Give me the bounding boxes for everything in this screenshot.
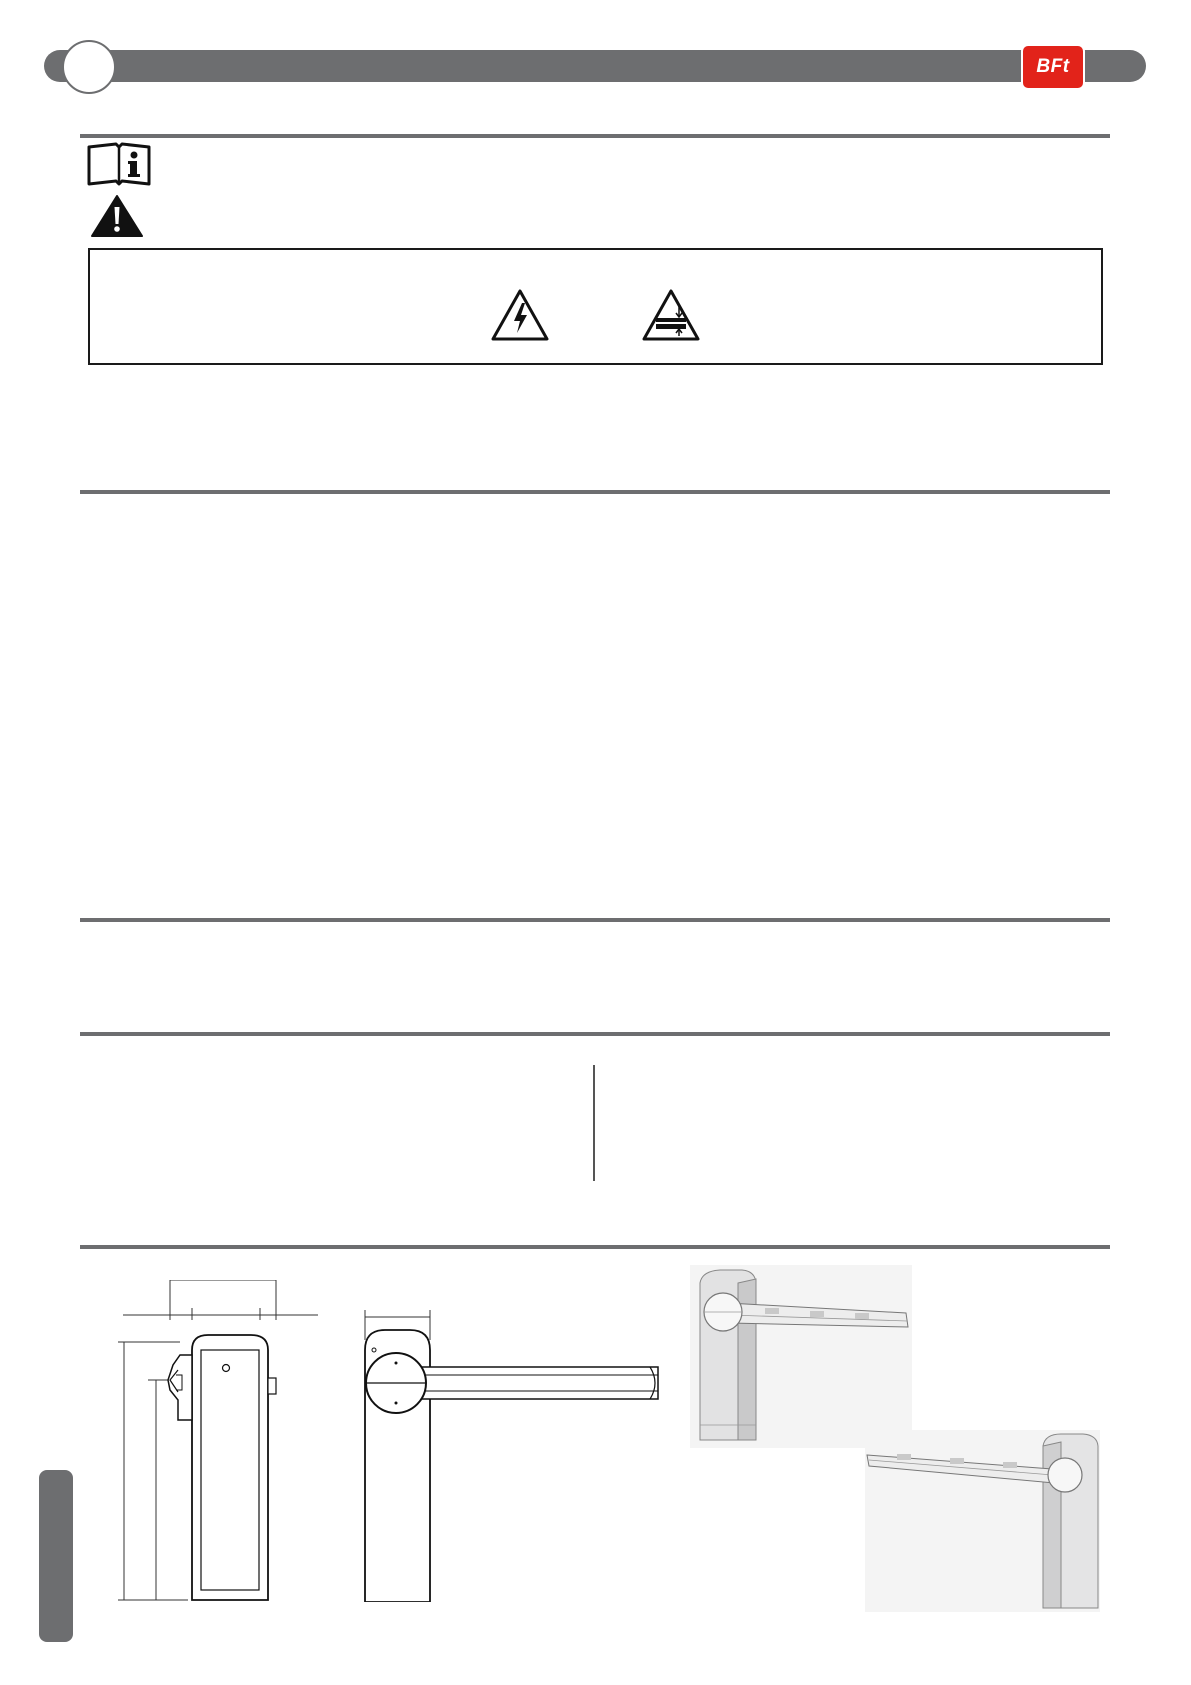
section-rule-2 xyxy=(80,490,1110,494)
logo-text: BFt xyxy=(1036,56,1070,77)
header-bar xyxy=(44,50,1146,82)
safety-warning-box xyxy=(88,248,1103,365)
barrier-perspective-left xyxy=(690,1265,912,1448)
barrier-perspective-right xyxy=(865,1430,1100,1612)
language-side-tab xyxy=(39,1470,73,1642)
manual-info-icon xyxy=(86,141,152,187)
electric-shock-hazard-icon xyxy=(490,288,550,342)
section-rule-5 xyxy=(80,1245,1110,1249)
warning-icon xyxy=(90,194,144,238)
page-number-circle xyxy=(62,40,116,94)
section-rule-1 xyxy=(80,134,1110,138)
side-elevation-drawing xyxy=(118,1280,328,1602)
column-divider xyxy=(593,1065,595,1181)
front-elevation-drawing xyxy=(360,1305,660,1602)
bft-logo xyxy=(1021,44,1085,90)
section-rule-4 xyxy=(80,1032,1110,1036)
section-rule-3 xyxy=(80,918,1110,922)
crushing-hazard-icon xyxy=(641,288,701,342)
